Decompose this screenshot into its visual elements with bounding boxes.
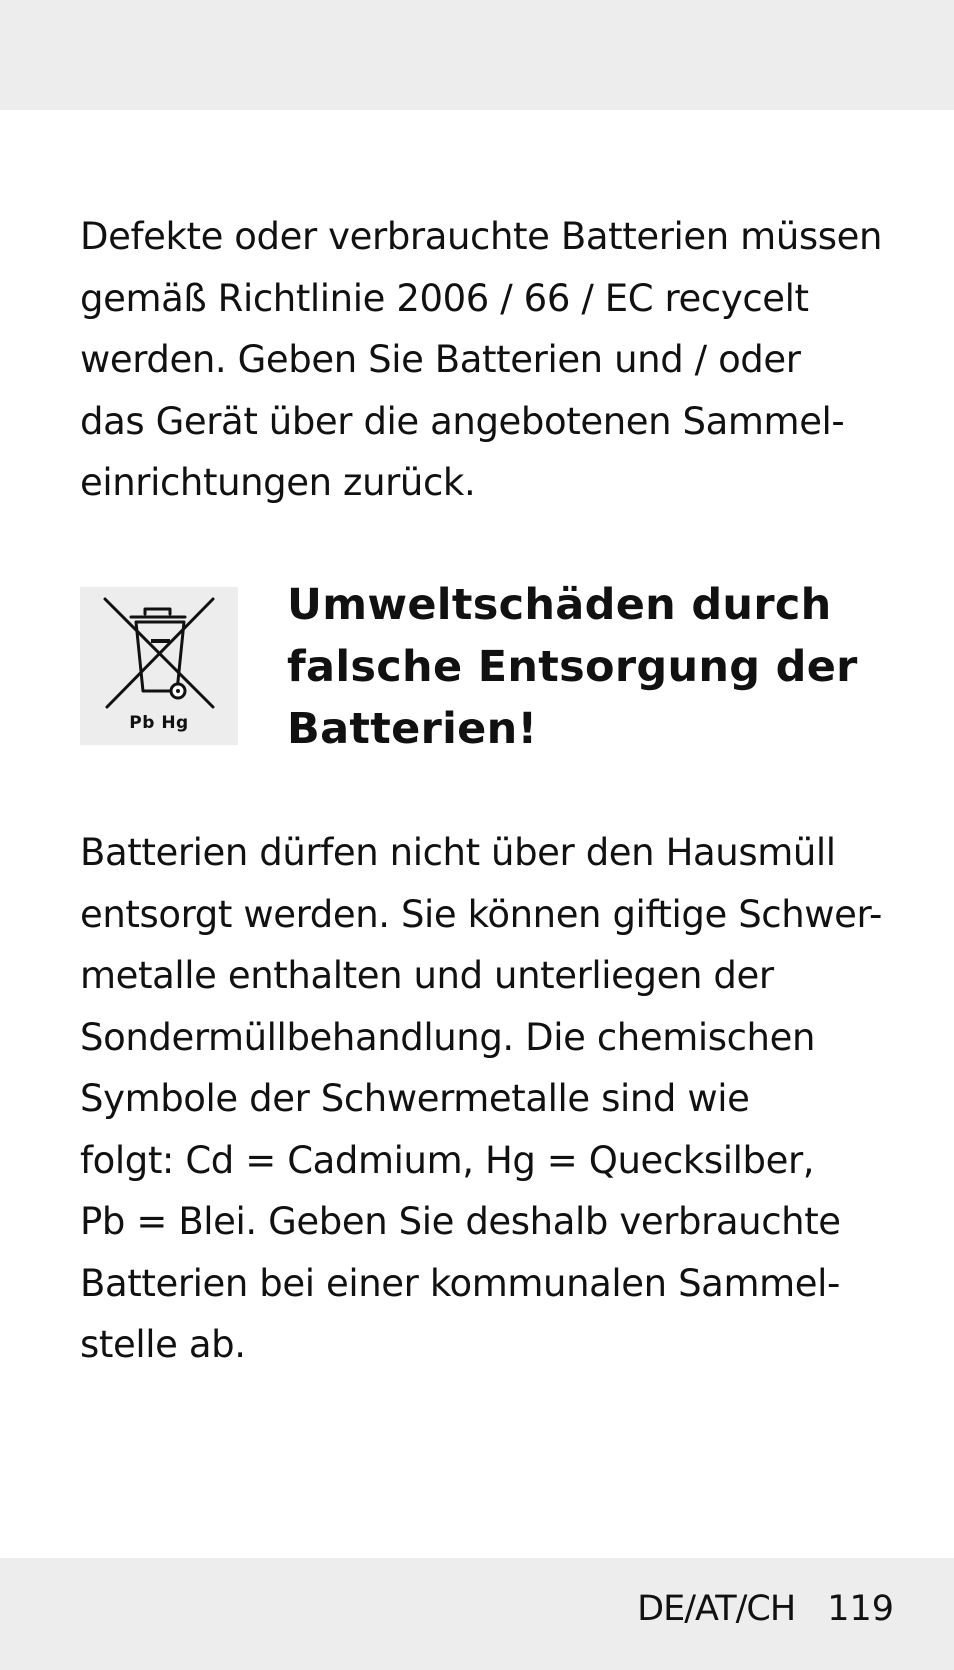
text-line: Sondermüllbehandlung. Die chemischen bbox=[80, 1015, 815, 1059]
warning-heading bbox=[287, 574, 907, 760]
crossed-out-wheelie-bin-icon bbox=[80, 587, 238, 745]
text-line: Batterien dürfen nicht über den Hausmüll bbox=[80, 831, 836, 874]
recycling-paragraph bbox=[80, 206, 883, 514]
page-footer bbox=[637, 1587, 894, 1631]
text-line: gemäß Richtlinie 2006 / 66 / EC recycelt bbox=[80, 276, 809, 320]
heading-line: Umweltschäden durch bbox=[287, 580, 832, 630]
text-line: das Gerät über die angebotenen Sammel- bbox=[80, 399, 845, 443]
page-number: 119 bbox=[827, 1589, 894, 1629]
heading-line: falsche Entsorgung der bbox=[287, 642, 858, 692]
text-line: Defekte oder verbrauchte Batterien müssen bbox=[80, 215, 883, 258]
text-line: Symbole der Schwermetalle sind wie bbox=[80, 1077, 750, 1120]
disposal-paragraph bbox=[80, 822, 880, 1376]
text-line: folgt: Cd = Cadmium, Hg = Quecksilber, bbox=[80, 1138, 815, 1182]
text-line: metalle enthalten und unterliegen der bbox=[80, 954, 774, 997]
text-line: einrichtungen zurück. bbox=[80, 461, 476, 504]
region-code: DE/AT/CH bbox=[637, 1589, 796, 1629]
header-band bbox=[0, 0, 954, 110]
text-line: Batterien bei einer kommunalen Sammel- bbox=[80, 1261, 840, 1305]
text-line: Pb = Blei. Geben Sie deshalb verbrauchte bbox=[80, 1200, 841, 1243]
text-line: entsorgt werden. Sie können giftige Schwer- bbox=[80, 892, 882, 936]
text-line: stelle ab. bbox=[80, 1323, 246, 1366]
chemical-symbols-label: Pb Hg bbox=[129, 713, 189, 733]
heading-line: Batterien! bbox=[287, 704, 538, 754]
text-line: werden. Geben Sie Batterien und / oder bbox=[80, 338, 801, 381]
